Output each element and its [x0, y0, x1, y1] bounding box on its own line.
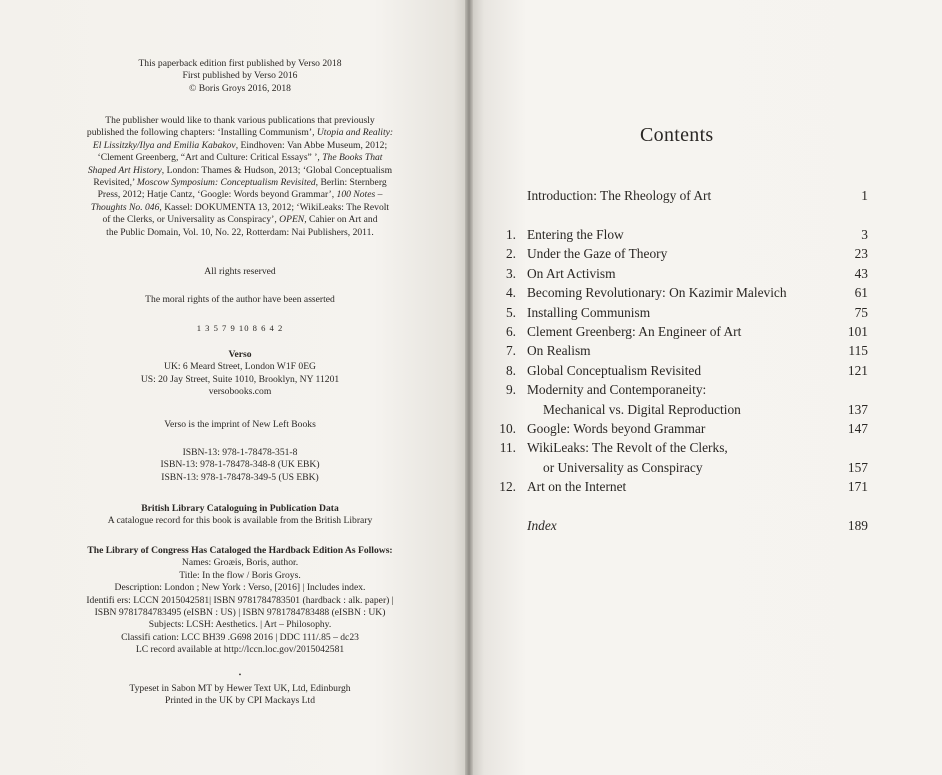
toc-chapter-number: 12. — [499, 479, 516, 495]
toc-page-number: 121 — [847, 362, 868, 378]
isbn-block — [60, 447, 420, 484]
toc-title: Introduction: The Rheology of Art — [527, 188, 712, 203]
toc-title: Art on the Internet — [527, 479, 627, 495]
ack-italic: Utopia and Reality: — [316, 127, 394, 139]
toc-chapter-number: 6. — [505, 324, 516, 339]
ack-line — [40, 165, 440, 177]
ack-text: , Cahier on Art and — [304, 214, 378, 226]
toc-page-number: 147 — [847, 421, 868, 436]
toc-chapter-number: 10. — [499, 421, 516, 436]
toc-chapter-number: 1. — [505, 227, 516, 242]
toc-page-number: 75 — [854, 304, 868, 320]
imprint-line: Verso is the imprint of New Left Books — [164, 419, 316, 430]
loc-block — [40, 545, 440, 657]
toc-chapter-number: 2. — [505, 246, 516, 262]
bullet: • — [238, 671, 242, 679]
toc-page-number: 171 — [847, 479, 868, 495]
loc-line: Identifi ers: LCCN 2015042581| ISBN 9781784783501 (hardback : alk. paper) | — [86, 594, 394, 606]
toc-title-continuation: or Universality as Conspiracy — [543, 459, 703, 475]
edition-line: This paperback edition first published by Verso 2018 — [138, 58, 342, 69]
ack-line — [40, 202, 440, 214]
toc-chapter-number: 5. — [505, 304, 516, 320]
isbn-line: ISBN-13: 978-1-78478-348-8 (UK EBK) — [160, 459, 320, 471]
toc-chapter-number: 8. — [505, 362, 516, 378]
loc-line: Title: In the flow / Boris Groys. — [179, 569, 301, 581]
publisher-block — [60, 349, 420, 399]
ack-line — [40, 140, 440, 152]
toc-title: Google: Words beyond Grammar — [527, 421, 706, 436]
toc-chapter-number: 7. — [505, 343, 516, 359]
ack-text: Press, 2012; Hatje Cantz, ‘Google: Words beyond Grammar’, — [97, 189, 335, 201]
publisher-website: versobooks.com — [208, 386, 272, 398]
ack-italic: Thoughts No. 046 — [90, 201, 160, 213]
loc-heading: The Library of Congress Has Cataloged the Hardback Edition As Follows: — [87, 545, 393, 556]
ack-line: the Public Domain, Vol. 10, No. 22, Rotterdam: Nai Publishers, 2011. — [106, 226, 374, 238]
ack-text: , Kassel: DOKUMENTA 13, 2012; ‘WikiLeaks: The Revolt — [159, 201, 390, 213]
printing-line: 1 3 5 7 9 10 8 6 4 2 — [196, 323, 284, 333]
toc-title: Index — [527, 518, 557, 533]
ack-line: The publisher would like to thank various publications that previously — [105, 115, 375, 126]
toc-page-number: 157 — [847, 459, 868, 475]
typeset-line: Typeset in Sabon MT by Hewer Text UK, Ltd, Edinburgh — [129, 683, 351, 694]
toc-title-continuation: Mechanical vs. Digital Reproduction — [543, 401, 741, 417]
address-line: US: 20 Jay Street, Suite 1010, Brooklyn, NY 11201 — [140, 373, 340, 385]
toc-title: Becoming Revolutionary: On Kazimir Malevich — [527, 285, 787, 301]
ack-text: , London: Thames & Hudson, 2013; ‘Global Conceptualism — [161, 164, 393, 176]
acknowledgements-block — [40, 115, 440, 239]
toc-title: On Realism — [527, 343, 591, 359]
ack-text: , Eindhoven: Van Abbe Museum, 2012; — [235, 139, 388, 151]
ack-line — [40, 177, 440, 189]
loc-line: LC record available at http://lccn.loc.gov/2015042581 — [135, 644, 345, 656]
toc-chapter-number: 4. — [505, 285, 516, 301]
ack-italic: The Books That — [322, 152, 383, 164]
isbn-line: ISBN-13: 978-1-78478-351-8 — [182, 447, 298, 458]
toc-page-number: 137 — [847, 401, 868, 417]
toc-page-number: 1 — [861, 188, 868, 203]
rights-reserved: All rights reserved — [204, 266, 276, 277]
toc-title: Under the Gaze of Theory — [527, 246, 668, 262]
toc-page-number: 3 — [861, 227, 868, 242]
edition-block — [60, 58, 420, 95]
loc-line: Description: London ; New York : Verso, [2016] | Includes index. — [114, 582, 366, 594]
toc-chapter-number: 3. — [505, 265, 516, 281]
ack-italic: 100 Notes – — [336, 189, 383, 201]
british-library-text: A catalogue record for this book is available from the British Library — [107, 515, 373, 527]
address-line: UK: 6 Meard Street, London W1F 0EG — [164, 361, 316, 373]
printer-line: Printed in the UK by CPI Mackays Ltd — [164, 695, 316, 707]
ack-line — [40, 189, 440, 201]
loc-line: ISBN 9781784783495 (eISBN : US) | ISBN 9781784783488 (eISBN : UK) — [94, 607, 386, 619]
moral-rights: The moral rights of the author have been asserted — [145, 294, 335, 305]
ack-italic: OPEN — [279, 214, 305, 226]
toc-title: On Art Activism — [527, 265, 616, 281]
british-library-heading: British Library Cataloguing in Publication Data — [141, 503, 339, 514]
ack-text: ‘Clement Greenberg, “Art and Culture: Critical Essays” ’, — [97, 152, 320, 164]
loc-line: Subjects: LCSH: Aesthetics. | Art – Philosophy. — [148, 619, 332, 631]
toc-page-number: 23 — [854, 246, 868, 262]
loc-line: Names: Groæis, Boris, author. — [181, 557, 299, 569]
ack-text: , Berlin: Sternberg — [315, 177, 387, 189]
toc-page-number: 115 — [848, 343, 868, 359]
contents-title: Contents — [640, 124, 714, 146]
toc-title: Entering the Flow — [527, 227, 624, 242]
edition-line: First published by Verso 2016 — [182, 70, 298, 82]
ack-text: Revisited,’ — [93, 177, 135, 189]
toc-chapter-number: 11. — [499, 440, 516, 456]
publisher-name: Verso — [228, 349, 252, 360]
ack-text: published the following chapters: ‘Installing Communism’, — [86, 127, 315, 139]
toc-title: Installing Communism — [527, 304, 651, 320]
toc-page-number: 61 — [854, 285, 868, 301]
toc-title: WikiLeaks: The Revolt of the Clerks, — [527, 440, 728, 456]
ack-italic: Moscow Symposium: Conceptualism Revisited — [136, 177, 316, 189]
ack-italic: El Lissitzky/Ilya and Emilia Kabakov — [92, 139, 236, 151]
isbn-line: ISBN-13: 978-1-78478-349-5 (US EBK) — [161, 471, 319, 483]
ack-line — [40, 152, 440, 164]
loc-line: Classifi cation: LCC BH39 .G698 2016 | DDC 111/.85 – dc23 — [121, 631, 359, 643]
toc-title: Clement Greenberg: An Engineer of Art — [527, 324, 742, 339]
toc-title: Modernity and Contemporaneity: — [527, 382, 707, 398]
ack-line — [40, 214, 440, 226]
toc-chapter-number: 9. — [505, 382, 516, 398]
typeset-block — [60, 683, 420, 708]
toc-title: Global Conceptualism Revisited — [527, 362, 702, 378]
british-library-block — [40, 503, 440, 528]
edition-line: © Boris Groys 2016, 2018 — [189, 82, 291, 94]
toc-page-number: 189 — [847, 518, 868, 533]
ack-line — [40, 127, 440, 139]
toc-page-number: 43 — [854, 265, 868, 281]
ack-text: of the Clerks, or Universality as Conspiracy’, — [102, 214, 277, 226]
ack-italic: Shaped Art History — [87, 164, 162, 176]
toc-page-number: 101 — [847, 324, 868, 339]
